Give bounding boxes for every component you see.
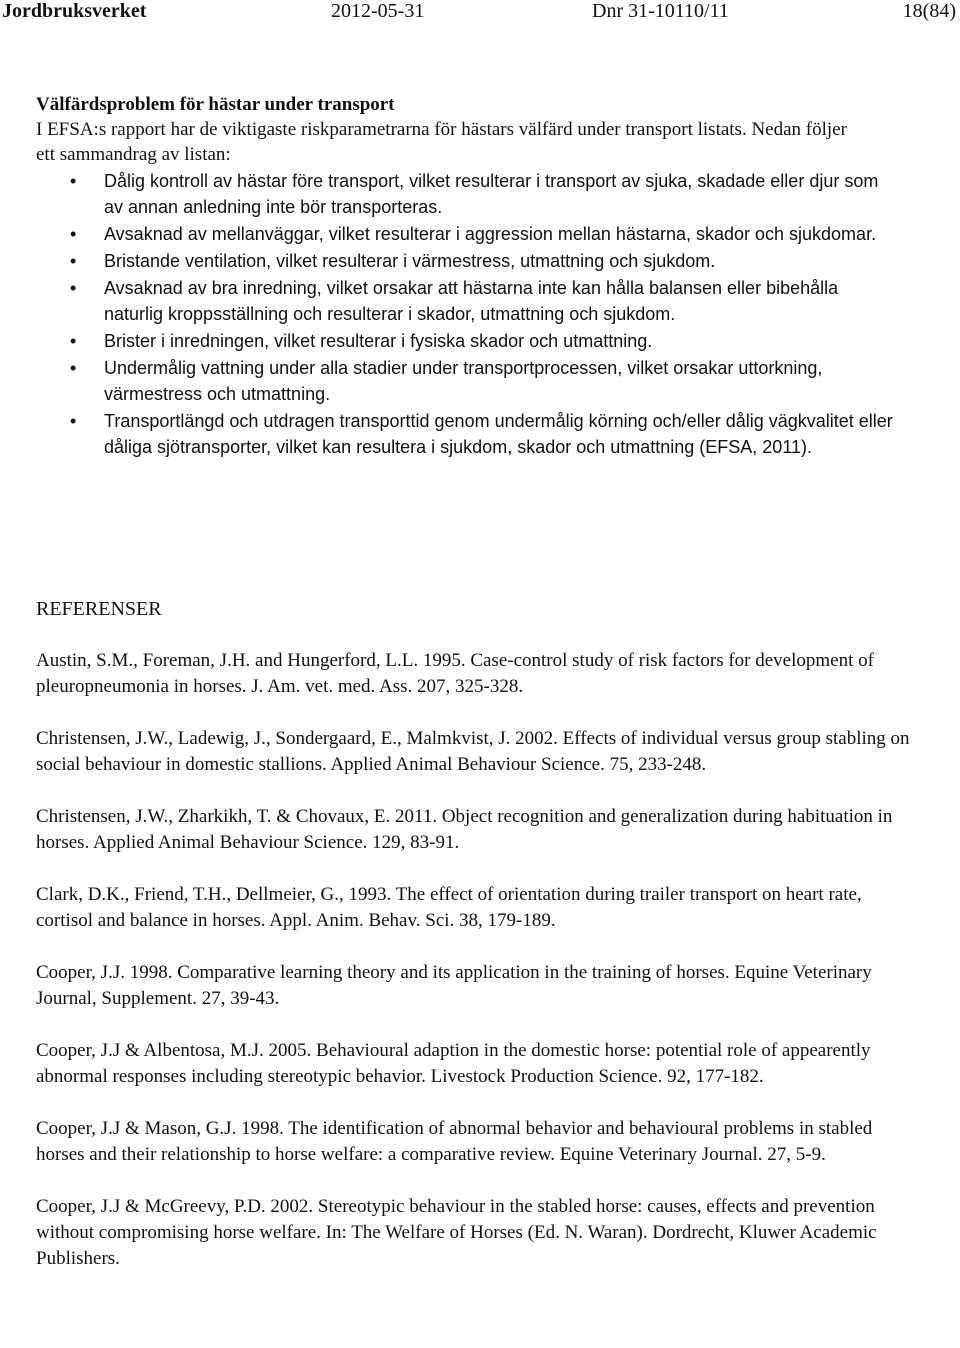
section-intro: I EFSA:s rapport har de viktigaste riskparametrarna för hästars välfärd under transport listats. Nedan följer ett sammandrag av listan: [36, 119, 847, 165]
reference-item: Austin, S.M., Foreman, J.H. and Hungerford, L.L. 1995. Case-control study of risk factors for development of pleuropneumonia in horses. J. Am. vet. med. Ass. 207, 325-328. [36, 650, 874, 697]
list-item: • Transportlängd och utdragen transporttid genom undermålig körning och/eller dålig vägkvalitet eller dåliga sjötransporter, vilket kan resultera i sjukdom, skador och utmattning (EFSA, 2011). [36, 408, 896, 460]
reference-item: Cooper, J.J & McGreevy, P.D. 2002. Stereotypic behaviour in the stabled horse: causes, effects and prevention without compromising horse welfare. In: The Welfare of Horses (Ed. N. Waran). Dordrecht, Kluwer Academic Publishers. [36, 1196, 877, 1269]
risk-parameter-list [36, 168, 896, 461]
section-title: Välfärdsproblem för hästar under transport [36, 94, 395, 115]
reference-item: Clark, D.K., Friend, T.H., Dellmeier, G., 1993. The effect of orientation during trailer transport on heart rate, cortisol and balance in horses. Appl. Anim. Behav. Sci. 38, 179-189. [36, 884, 862, 931]
list-item: • Avsaknad av bra inredning, vilket orsakar att hästarna inte kan hålla balansen eller bibehålla naturlig kroppsställning och resulterar i skador, utmattning och sjukdom. [36, 275, 896, 327]
header-date: 2012-05-31 [331, 0, 425, 22]
references-heading: REFERENSER [36, 598, 162, 620]
list-item: • Bristande ventilation, vilket resulterar i värmestress, utmattning och sjukdom. [36, 248, 896, 274]
list-item: • Brister i inredningen, vilket resulterar i fysiska skador och utmattning. [36, 328, 896, 354]
reference-list [36, 648, 916, 1298]
header-organization: Jordbruksverket [2, 0, 147, 22]
reference-item: Cooper, J.J. 1998. Comparative learning theory and its application in the training of horses. Equine Veterinary Journal, Supplement. 27, 39-43. [36, 962, 872, 1009]
reference-item: Christensen, J.W., Ladewig, J., Sondergaard, E., Malmkvist, J. 2002. Effects of individual versus group stabling on social behaviour in domestic stallions. Applied Animal Behaviour Science. 75, 233-248. [36, 728, 910, 775]
list-item: • Undermålig vattning under alla stadier under transportprocessen, vilket orsakar uttorkning, värmestress och utmattning. [36, 355, 896, 407]
page-header [0, 0, 960, 24]
list-item: • Dålig kontroll av hästar före transport, vilket resulterar i transport av sjuka, skadade eller djur som av annan anledning inte bör transporteras. [36, 168, 896, 220]
header-page-number: 18(84) [902, 0, 956, 22]
reference-item: Cooper, J.J & Albentosa, M.J. 2005. Behavioural adaption in the domestic horse: potential role of appearently abnormal responses including stereotypic behavior. Livestock Production Science. 92, 177-182. [36, 1040, 871, 1087]
reference-item: Christensen, J.W., Zharkikh, T. & Chovaux, E. 2011. Object recognition and generalization during habituation in horses. Applied Animal Behaviour Science. 129, 83-91. [36, 806, 893, 853]
reference-item: Cooper, J.J & Mason, G.J. 1998. The identification of abnormal behavior and behavioural problems in stabled horses and their relationship to horse welfare: a comparative review. Equine Veterinary Journal. 27, 5-9. [36, 1118, 873, 1165]
list-item: • Avsaknad av mellanväggar, vilket resulterar i aggression mellan hästarna, skador och sjukdomar. [36, 221, 896, 247]
header-document-number: Dnr 31-10110/11 [592, 0, 729, 22]
